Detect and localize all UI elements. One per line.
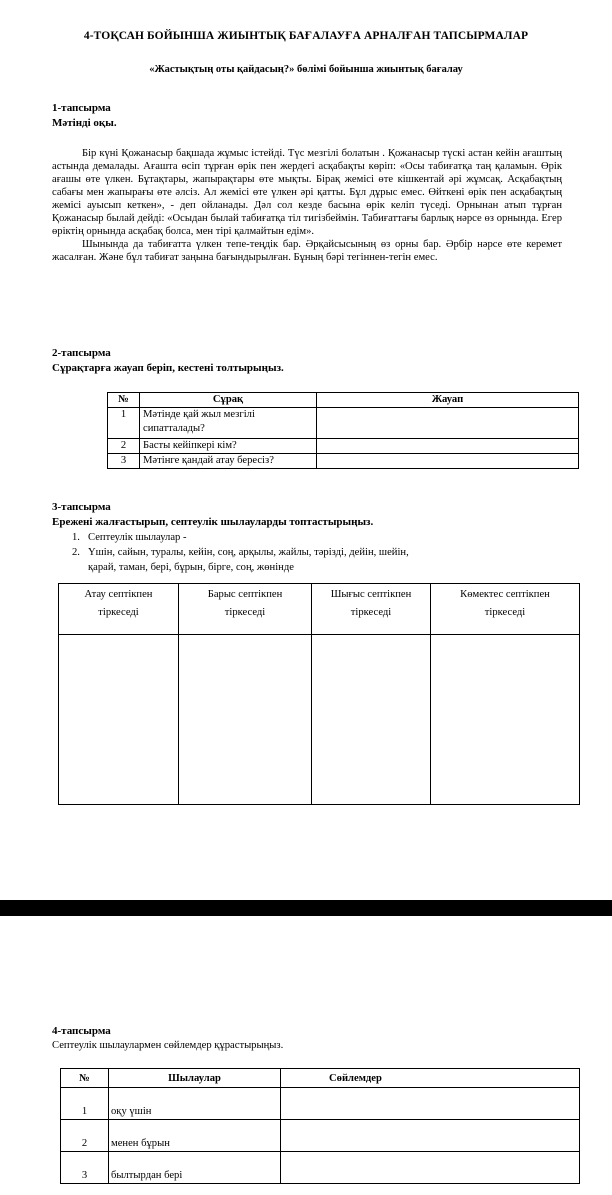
sentences-table — [60, 1068, 580, 1184]
row-particle: былтырдан бері — [109, 1152, 281, 1184]
column-header-line1: Көмектес септікпен — [460, 589, 550, 600]
answer-cell[interactable] — [431, 635, 580, 805]
task2-heading: 2-тапсырма — [52, 347, 111, 359]
column-header — [312, 584, 431, 635]
row-num: 3 — [61, 1152, 109, 1184]
answer-cell[interactable] — [317, 408, 579, 439]
column-header — [179, 584, 312, 635]
answer-cell[interactable] — [59, 635, 179, 805]
answer-cell[interactable] — [317, 454, 579, 469]
task1-paragraph-1: Бір күні Қожанасыр бақшада жұмыс істейді. Түс мезгілі болатын . Қожанасыр түскі астан кейін ағаштың астында демалады. Ағашта өсіп тұрған өрік пен жердегі асқабақты көріп: «Осы табиғатқа таң қаламын. Өрік ағашы өте үлкен. Бұтақтары, жапырақтары өте мықты. Бірақ жемісі өте кішкентай әрі жұмсақ. Асқабақтың сабағы мен жапырағы өте әлсіз. Ал жемісі өте үлкен әрі қатты. Бұл дұрыс емес. Өйткені өрік пен асқабақтың жемісі ауысып кеткен», - деп ойланады. Дәл сол кезде басына өрік келіп түседі. Орнынан атып тұрған Қожанасыр былай дейді: «Осыдан былай табиғатқа тіл тигізбеймін. Табиғаттағы барлық нәрсе өз орнында. Егер өріктің орнында асқабақ болса, мен тірі қалмайтын едім». — [52, 148, 562, 237]
table-row — [61, 1152, 580, 1184]
answer-cell[interactable] — [179, 635, 312, 805]
task4-heading: 4-тапсырма — [52, 1025, 111, 1037]
table-row — [108, 439, 579, 454]
task3-list — [72, 530, 409, 575]
column-header — [59, 584, 179, 635]
grouping-table-body — [59, 635, 580, 805]
header-particles: Шылаулар — [109, 1069, 281, 1088]
questions-table — [107, 392, 579, 469]
header-answer: Жауап — [317, 393, 579, 408]
task1-heading: 1-тапсырма — [52, 102, 111, 114]
row-num: 3 — [108, 454, 140, 469]
table-row — [61, 1088, 580, 1120]
sentences-table-header — [61, 1069, 580, 1088]
row-particle: менен бұрын — [109, 1120, 281, 1152]
column-header-line2: тіркеседі — [350, 607, 392, 618]
header-sentences: Сөйлемдер — [281, 1069, 580, 1088]
sentence-cell[interactable] — [281, 1088, 580, 1120]
answer-cell[interactable] — [312, 635, 431, 805]
document-title: 4-ТОҚСАН БОЙЫНША ЖИЫНТЫҚ БАҒАЛАУҒА АРНАЛҒАН ТАПСЫРМАЛАР — [83, 30, 529, 42]
row-question: Мәтінде қай жыл мезгілі сипатталады? — [140, 408, 317, 439]
list-text: Үшін, сайын, туралы, кейін, соң, арқылы, жайлы, тәрізді, дейін, шейін, — [88, 547, 409, 558]
grouping-table-header — [59, 584, 580, 635]
row-particle: оқу үшін — [109, 1088, 281, 1120]
table-row — [61, 1120, 580, 1152]
task3-heading: 3-тапсырма — [52, 501, 111, 513]
list-number: 2. — [72, 547, 80, 558]
task3-instruction: Ережені жалғастырып, септеулік шылауларды топтастырыңыз. — [52, 516, 374, 528]
task1-paragraph-2: Шынында да табиғатта үлкен тепе-теңдік бар. Әрқайсысының өз орны бар. Әрбір нәрсе өте керемет жасалған. Және бұл табиғат заңына бағындырылған. Бұның бәрі тегіннен-тегін емес. — [52, 239, 562, 263]
row-num: 1 — [61, 1088, 109, 1120]
list-item — [72, 560, 409, 575]
header-question: Сұрақ — [140, 393, 317, 408]
list-text: қарай, таман, бері, бұрын, бірге, соң, жөнінде — [88, 562, 294, 573]
column-header-line2: тіркеседі — [484, 607, 526, 618]
task1-text — [52, 147, 562, 264]
sentence-cell[interactable] — [281, 1152, 580, 1184]
row-question: Басты кейіпкері кім? — [140, 439, 317, 454]
questions-table-header — [108, 393, 579, 408]
sentence-cell[interactable] — [281, 1120, 580, 1152]
row-num: 2 — [108, 439, 140, 454]
column-header-line1: Барыс септікпен — [207, 589, 283, 600]
row-num: 1 — [108, 408, 140, 439]
column-header-line1: Шығыс септікпен — [330, 589, 412, 600]
page-separator — [0, 900, 612, 916]
answer-cell[interactable] — [317, 439, 579, 454]
header-num: № — [61, 1069, 109, 1088]
column-header-line2: тіркеседі — [224, 607, 266, 618]
table-row — [108, 408, 579, 439]
header-num: № — [108, 393, 140, 408]
column-header — [431, 584, 580, 635]
document-subtitle: «Жастықтың оты қайдасың?» бөлімі бойынша жиынтық бағалау — [149, 64, 463, 75]
grouping-table — [58, 583, 580, 805]
row-question: Мәтінге қандай атау бересіз? — [140, 454, 317, 469]
list-number: 1. — [72, 532, 80, 543]
task1-instruction: Мәтінді оқы. — [52, 117, 117, 129]
task4-instruction: Септеулік шылаулармен сөйлемдер құрастырыңыз. — [52, 1040, 284, 1051]
column-header-line2: тіркеседі — [98, 607, 139, 618]
row-num: 2 — [61, 1120, 109, 1152]
list-item — [72, 545, 409, 560]
list-item — [72, 530, 409, 545]
list-text: Септеулік шылаулар - — [88, 532, 187, 543]
table-row — [108, 454, 579, 469]
task2-instruction: Сұрақтарға жауап беріп, кестені толтырыңыз. — [52, 362, 284, 374]
column-header-line1: Атау септікпен — [84, 589, 153, 600]
